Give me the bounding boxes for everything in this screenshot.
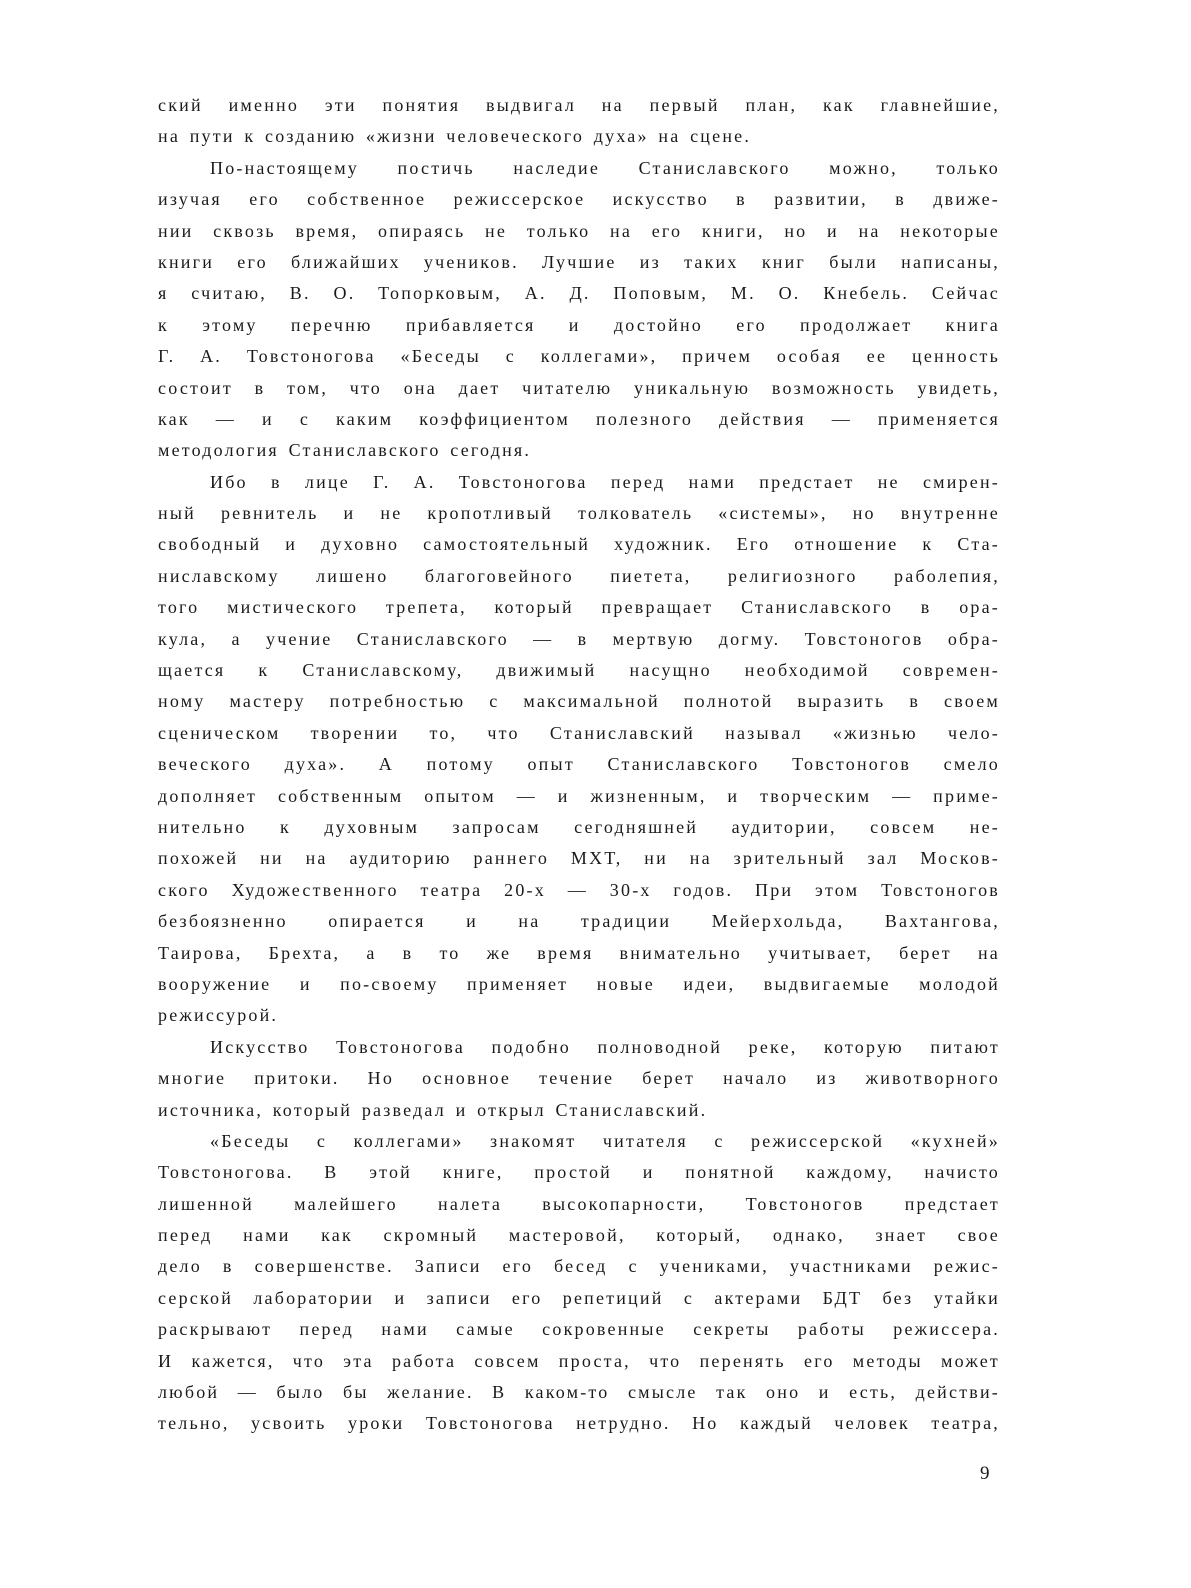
page-number: 9 [980,1463,990,1484]
text-line: нии сквозь время, опираясь не только на его книги, но и на некоторые [158,220,1000,241]
text-line: Искусство Товстоногова подобно полноводной реке, которую питают [210,1036,1000,1057]
text-line: состоит в том, что она дает читателю уникальную возможность увидеть, [158,377,1000,398]
text-line: Таирова, Брехта, а в то же время внимательно учитывает, берет на [158,942,1000,963]
text-line: того мистического трепета, который превращает Станиславского в ора- [158,597,1000,618]
text-line: перед нами как скромный мастеровой, который, однако, знает свое [158,1225,1000,1246]
text-line: сценическом творении то, что Станиславский называл «жизнью чело- [158,722,1000,743]
text-line: на пути к созданию «жизни человеческого духа» на сцене. [158,126,752,147]
text-line: По-настоящему постичь наследие Станиславского можно, только [210,157,1000,178]
text-line: ный ревнитель и не кропотливый толкователь «системы», но внутренне [158,503,1000,524]
text-line: ский именно эти понятия выдвигал на первый план, как главнейшие, [158,95,1000,115]
text-line: режиссурой. [158,1005,279,1026]
text-line: многие притоки. Но основное течение берет начало из животворного [158,1068,1000,1089]
text-line: кула, а учение Станиславского — в мертвую догму. Товстоногов обра- [158,628,1000,649]
text-line: ского Художественного театра 20-х — 30-х годов. При этом Товстоногов [158,879,1000,900]
text-line: я считаю, В. О. Топорковым, А. Д. Поповым, М. О. Кнебель. Сейчас [158,283,1000,304]
text-line: серской лаборатории и записи его репетиций с актерами БДТ без утайки [158,1287,1000,1308]
text-line: методология Станиславского сегодня. [158,440,532,461]
text-line: Товстоногова. В этой книге, простой и понятной каждому, начисто [158,1162,1000,1183]
text-line: И кажется, что эта работа совсем проста, что перенять его методы может [158,1350,1000,1371]
text-line: Г. А. Товстоногова «Беседы с коллегами», причем особая ее ценность [158,346,1000,367]
text-line: вооружение и по-своему применяет новые идеи, выдвигаемые молодой [158,973,1000,994]
text-line: любой — было бы желание. В каком-то смысле так оно и есть, действи- [158,1382,1000,1403]
text-line: изучая его собственное режиссерское искусство в развитии, в движе- [158,189,1000,210]
text-line: «Беседы с коллегами» знакомят читателя с режиссерской «кухней» [210,1130,1000,1151]
text-line: источника, который разведал и открыл Станиславский. [158,1099,708,1120]
text-line: ниславскому лишено благоговейного пиетета, религиозного раболепия, [158,565,1000,586]
text-line: безбоязненно опирается и на традиции Мейерхольда, Вахтангова, [158,911,1000,932]
text-line: щается к Станиславскому, движимый насущно необходимой современ- [158,660,1000,681]
text-line: Ибо в лице Г. А. Товстоногова перед нами предстает не смирен- [210,471,1000,492]
text-line: раскрывают перед нами самые сокровенные секреты работы режиссера. [158,1319,1000,1340]
text-line: лишенной малейшего налета высокопарности, Товстоногов предстает [158,1193,1000,1214]
text-line: похожей ни на аудиторию раннего МХТ, ни на зрительный зал Москов- [158,848,1000,869]
text-line: нительно к духовным запросам сегодняшней аудитории, совсем не- [158,816,1000,837]
text-line: ному мастеру потребностью с максимальной полнотой выразить в своем [158,691,1000,712]
page-text-block [158,90,1000,1440]
text-line: свободный и духовно самостоятельный художник. Его отношение к Ста- [158,534,1000,555]
text-line: дело в совершенстве. Записи его бесед с учениками, участниками режис- [158,1256,1000,1277]
text-line: дополняет собственным опытом — и жизненным, и творческим — приме- [158,785,1000,806]
text-line: книги его ближайших учеников. Лучшие из таких книг были написаны, [158,251,1000,272]
text-line: тельно, усвоить уроки Товстоногова нетрудно. Но каждый человек театра, [158,1413,1000,1434]
text-line: как — и с каким коэффициентом полезного действия — применяется [158,408,1000,429]
text-line: к этому перечню прибавляется и достойно его продолжает книга [158,314,1000,335]
text-line: веческого духа». А потому опыт Станиславского Товстоногов смело [158,754,1000,775]
